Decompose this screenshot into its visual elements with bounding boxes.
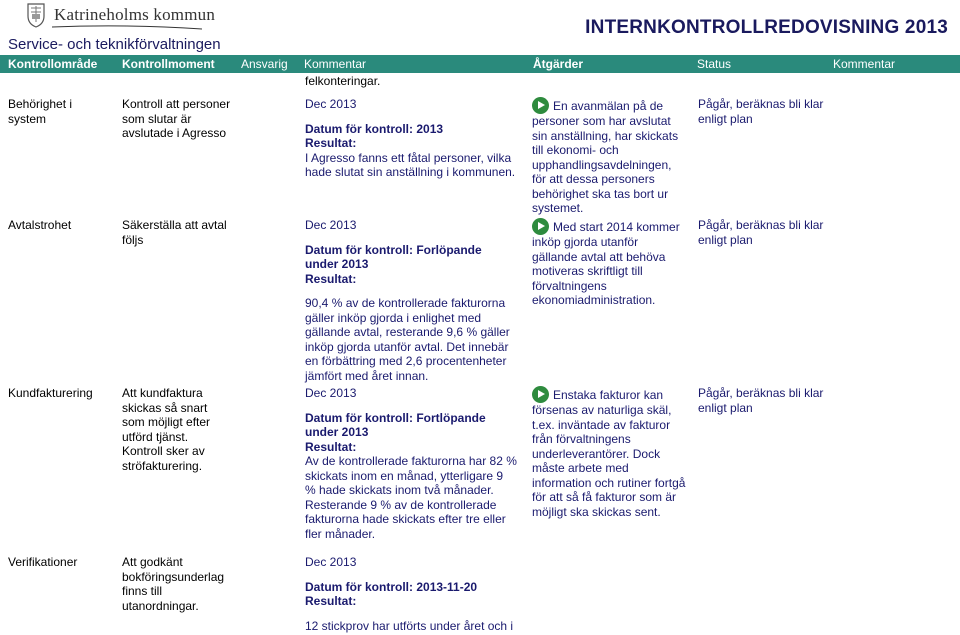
- row3-action: Enstaka fakturor kan försenas av naturliga skäl, t.ex. inväntade av fakturor från förvaltningens underleverantörer. Dock måste arbete med information och rutiner fortgå för att så få fakturor som är möjligt ska skickas sent.: [532, 388, 686, 519]
- row1-comment: [305, 97, 517, 180]
- table-header: [0, 55, 960, 73]
- col-kontrollmoment: Kontrollmoment: [122, 57, 215, 71]
- row4-result-text: 12 stickprov har utförts under året och i: [305, 618, 514, 633]
- logo-swoosh: [52, 24, 202, 30]
- row1-action: En avanmälan på de personer som har avslutat sin anställning, har skickats till ekonomi- och upphandlingsavdelningen, för att dessa personers behörighet ska tas bort ur systemet.: [532, 99, 679, 215]
- col-atgarder: Åtgärder: [533, 57, 584, 71]
- row1-result-text: I Agresso fanns ett fåtal personer, vilka hade slutat sin anställning i kommunen.: [305, 150, 516, 179]
- arrow-right-icon: [532, 386, 549, 403]
- row3-moment: Att kundfaktura skickas så snart som möjligt efter utförd tjänst. Kontroll sker av ströfakturering.: [122, 386, 211, 473]
- row4-date: Dec 2013: [305, 555, 357, 569]
- row3-result-text: Av de kontrollerade fakturorna har 82 % skickats inom en månad, ytterligare 9 % hade skickats inom två månader. Resterande 9 % av de kontrollerade fakturorna hade skickats efter tre eller fler månader.: [305, 454, 517, 541]
- row3-comment: [305, 386, 517, 541]
- carryover-text: felkonteringar.: [305, 74, 381, 88]
- org-name: Katrineholms kommun: [54, 5, 216, 24]
- row4-moment: Att godkänt bokföringsunderlag finns till utanordningar.: [122, 555, 225, 613]
- row4-result-label: Resultat:: [305, 594, 357, 608]
- row4-control-line: Datum för kontroll: 2013-11-20: [305, 579, 478, 594]
- row1-date: Dec 2013: [305, 97, 357, 111]
- row1-area: Behörighet i system: [8, 97, 73, 126]
- page-header: [0, 0, 960, 57]
- row4-comment: [305, 555, 517, 633]
- row2-moment: Säkerställa att avtal följs: [122, 218, 227, 247]
- row2-comment: [305, 218, 517, 383]
- col-status: Status: [697, 57, 732, 71]
- row1-moment: Kontroll att personer som slutar är avslutade i Agresso: [122, 97, 231, 140]
- row2-action: Med start 2014 kommer inköp gjorda utanför gällande avtal att behöva motiveras skriftligt till förvaltningens ekonomiadministration.: [532, 220, 680, 307]
- row2-control-line: Datum för kontroll: Forlöpande under 2013: [305, 242, 482, 271]
- row3-area: Kundfakturering: [8, 386, 93, 400]
- row2-result-label: Resultat:: [305, 271, 357, 286]
- report-title: INTERNKONTROLLREDOVISNING 2013: [585, 17, 948, 38]
- row2-status: Pågår, beräknas bli klar enligt plan: [698, 218, 824, 247]
- row3-control-line: Datum för kontroll: Fortlöpande under 2013: [305, 410, 486, 439]
- row3-date: Dec 2013: [305, 386, 357, 400]
- row3-status: Pågår, beräknas bli klar enligt plan: [698, 386, 824, 415]
- col-kommentar-2: Kommentar: [833, 57, 896, 71]
- row2-area: Avtalstrohet: [8, 218, 72, 232]
- row4-area: Verifikationer: [8, 555, 78, 569]
- row2-date: Dec 2013: [305, 218, 357, 232]
- row1-result-label: Resultat:: [305, 136, 357, 150]
- arrow-right-icon: [532, 218, 549, 235]
- col-kontrollomrade: Kontrollområde: [8, 57, 98, 71]
- row3-result-label: Resultat:: [305, 439, 357, 454]
- arrow-right-icon: [532, 97, 549, 114]
- municipality-crest-icon: [26, 2, 46, 28]
- row2-result-text: 90,4 % av de kontrollerade fakturorna gäller inköp gjorda i enlighet med gällande avtal, resterande 9,6 % gäller inköp gjorda utanför avtal. Det innebär en förbättring med 2,6 procentenheter jämfört med året innan.: [305, 296, 510, 383]
- col-ansvarig: Ansvarig: [241, 57, 288, 71]
- department-name: Service- och teknikförvaltningen: [8, 36, 221, 53]
- col-kommentar-1: Kommentar: [304, 57, 367, 71]
- row1-status: Pågår, beräknas bli klar enligt plan: [698, 97, 824, 126]
- row1-control-line: Datum för kontroll: 2013: [305, 121, 444, 136]
